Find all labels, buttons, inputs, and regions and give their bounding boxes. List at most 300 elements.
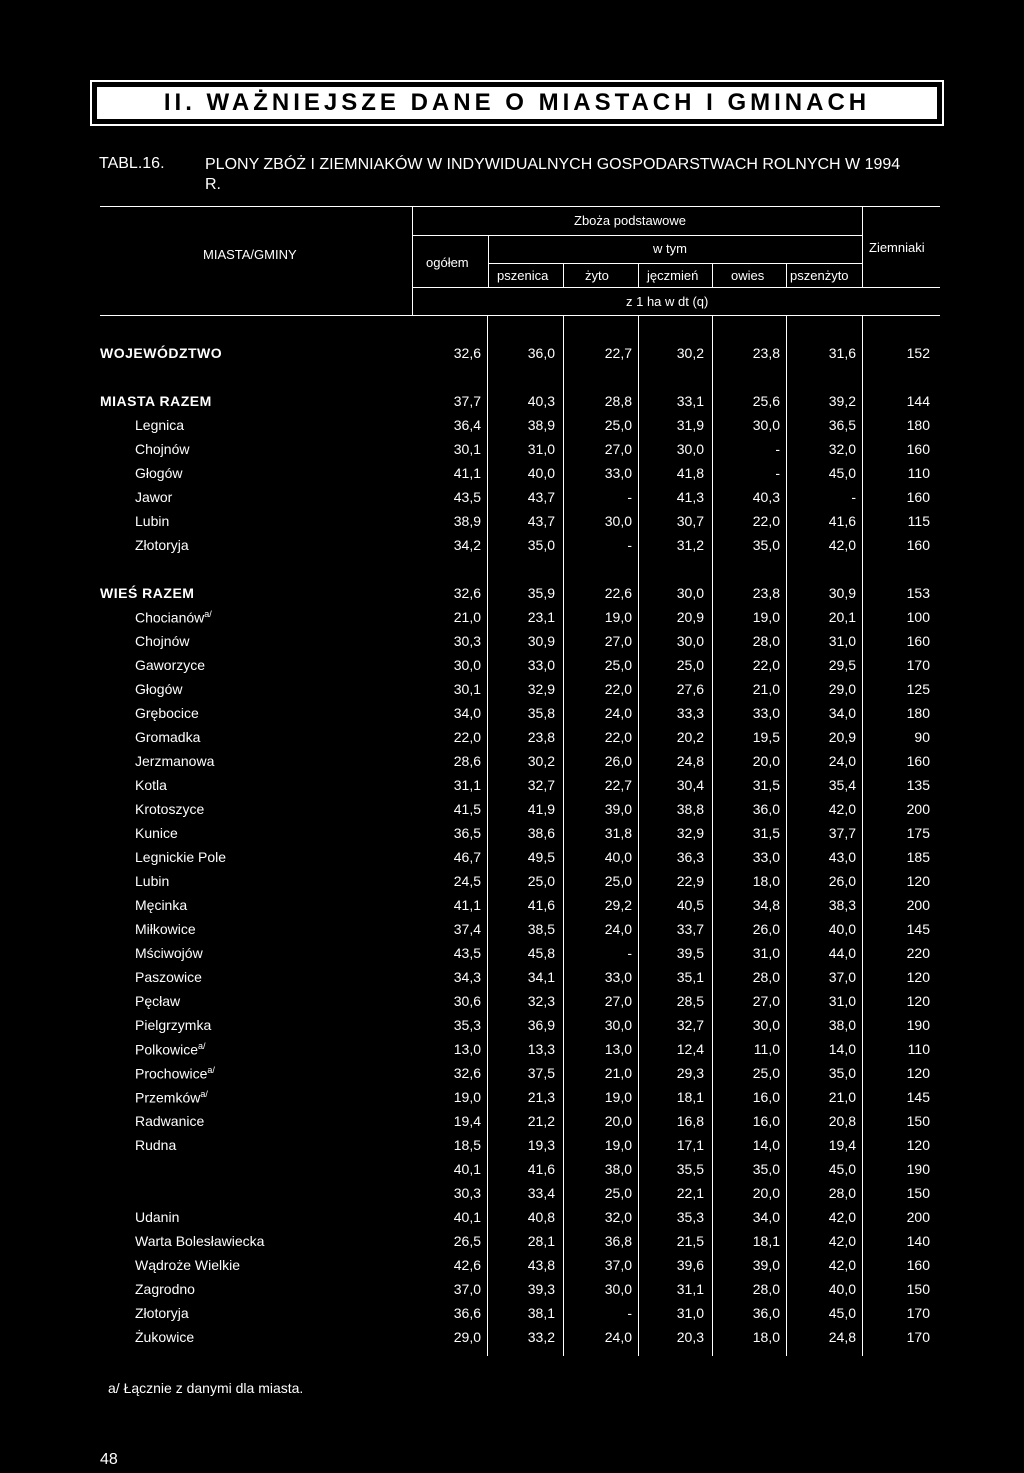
row-value: 13,0 [604,1041,632,1057]
row-value: 31,6 [828,345,856,361]
row-value: 115 [907,513,930,529]
table-row [0,1278,1024,1302]
row-value: 22,7 [604,777,632,793]
table-row [0,1182,1024,1206]
row-value: 33,3 [676,705,704,721]
row-value: 18,1 [676,1089,704,1105]
row-value: 27,0 [604,993,632,1009]
row-value: 24,8 [676,753,704,769]
header-rye: żyto [585,268,609,283]
row-value: 135 [906,777,930,793]
table-row [0,582,1024,606]
row-value: 38,0 [604,1161,632,1177]
row-value: 33,0 [604,969,632,985]
row-value: 30,1 [453,681,481,697]
page-number: 48 [100,1451,118,1468]
row-value: 20,2 [676,729,704,745]
row-value: 22,6 [604,585,632,601]
row-value: 33,0 [527,657,555,673]
row-value: 26,0 [828,873,856,889]
row-value: 160 [906,1257,930,1273]
footnote: a/ Łącznie z danymi dla miasta. [108,1380,304,1396]
row-value: 150 [906,1113,930,1129]
row-value: 26,0 [752,921,780,937]
row-value: 30,4 [676,777,704,793]
row-value: - [775,465,780,481]
table-row [0,1254,1024,1278]
row-value: 25,0 [752,1065,780,1081]
row-value: 23,8 [752,345,780,361]
row-value: 120 [906,1137,930,1153]
row-value: 30,2 [676,345,704,361]
row-value: 22,0 [604,729,632,745]
row-value: 20,9 [828,729,856,745]
row-value: 20,1 [828,609,856,625]
row-value: - [627,945,632,961]
row-value: - [627,1305,632,1321]
row-value: 25,0 [604,873,632,889]
row-name: Pęcław [135,993,181,1009]
row-value: 41,6 [527,1161,555,1177]
row-value: 34,3 [453,969,481,985]
header-divider-oats [712,263,713,287]
row-value: 21,3 [527,1089,555,1105]
row-value: 39,3 [527,1281,555,1297]
row-value: 24,0 [828,753,856,769]
header-oats: owies [731,268,765,283]
row-value: 35,8 [527,705,555,721]
table-number: TABL.16. [99,155,165,172]
row-name: Miłkowice [135,921,196,937]
row-value: 38,0 [828,1017,856,1033]
section-banner-text: II. WAŻNIEJSZE DANE O MIASTACH I GMINACH [163,89,871,116]
table-row [0,1086,1024,1110]
row-name: Żukowice [135,1329,195,1345]
row-value: 42,0 [828,801,856,817]
row-value: 20,3 [676,1329,704,1345]
row-value: 190 [906,1161,930,1177]
table-row [0,606,1024,630]
row-value: 42,6 [453,1257,481,1273]
footnote-marker: a/ [207,1065,215,1075]
row-value: 39,2 [828,393,856,409]
row-name: Mściwojów [135,945,203,961]
row-value: 35,5 [676,1161,704,1177]
row-name: Gromadka [135,729,201,745]
row-value: 22,0 [604,681,632,697]
row-name: Przemków$^{a/}$ [135,1089,208,1106]
row-value: 22,0 [453,729,481,745]
row-value: 150 [906,1185,930,1201]
row-name: Legnickie Pole [135,849,227,865]
row-value: 24,0 [604,921,632,937]
row-value: 19,4 [453,1113,481,1129]
row-value: 32,3 [527,993,555,1009]
row-value: 45,0 [828,1161,856,1177]
section-banner [90,80,944,126]
row-value: 30,3 [453,633,481,649]
row-name: Kotla [135,777,167,793]
row-value: 40,3 [527,393,555,409]
row-value: 41,1 [453,897,481,913]
row-value: 18,0 [752,873,780,889]
row-value: 31,0 [676,1305,704,1321]
row-value: 27,0 [604,633,632,649]
row-value: 110 [907,465,930,481]
row-value: 43,5 [453,489,481,505]
row-value: 200 [906,897,930,913]
row-value: 37,0 [604,1257,632,1273]
row-value: 30,3 [453,1185,481,1201]
header-subgroup: w tym [653,241,687,256]
row-value: 45,0 [828,1305,856,1321]
row-value: 33,1 [676,393,704,409]
row-value: 31,9 [676,417,704,433]
row-value: 160 [906,441,930,457]
row-value: 180 [906,417,930,433]
row-value: 120 [906,873,930,889]
row-value: 37,7 [453,393,481,409]
footnote-marker: a/ [204,609,212,619]
table-row [0,342,1024,366]
table-row [0,726,1024,750]
row-value: 40,8 [527,1209,555,1225]
row-value: 21,5 [676,1233,704,1249]
row-name: Wądroże Wielkie [135,1257,241,1273]
table-row [0,798,1024,822]
row-value: 40,1 [453,1209,481,1225]
row-value: 37,7 [828,825,856,841]
row-value: 40,3 [752,489,780,505]
header-divider-barley [638,263,639,287]
header-wheat: pszenica [497,268,549,283]
table-row [0,1014,1024,1038]
row-value: 36,0 [752,801,780,817]
row-value: 28,8 [604,393,632,409]
row-value: 31,0 [828,633,856,649]
row-value: 31,2 [676,537,704,553]
header-divider-rye [563,263,564,287]
row-value: 29,0 [453,1329,481,1345]
row-value: 41,1 [453,465,481,481]
row-value: 27,0 [604,441,632,457]
row-value: 36,3 [676,849,704,865]
row-name: Warta Bolesławiecka [135,1233,265,1249]
row-value: 22,0 [752,657,780,673]
header-unit: z 1 ha w dt (q) [626,294,709,309]
row-value: 39,5 [676,945,704,961]
row-value: 19,3 [527,1137,555,1153]
header-unit-rule [413,287,940,288]
row-value: 44,0 [828,945,856,961]
row-value: 30,6 [453,993,481,1009]
row-value: 40,0 [828,921,856,937]
row-value: 125 [906,681,930,697]
header-barley: jęczmień [647,268,699,283]
table-row [0,1206,1024,1230]
row-value: 38,5 [527,921,555,937]
table-row [0,1062,1024,1086]
row-name: Prochowice$^{a/}$ [135,1065,215,1082]
row-value: 160 [906,753,930,769]
row-value: 22,9 [676,873,704,889]
row-value: 38,8 [676,801,704,817]
row-name: Krotoszyce [135,801,205,817]
table-row [0,390,1024,414]
row-name: Chojnów [135,441,190,457]
row-value: 21,0 [828,1089,856,1105]
header-total: ogółem [426,255,469,270]
row-value: 46,7 [453,849,481,865]
row-value: 31,5 [752,777,780,793]
row-value: 30,7 [676,513,704,529]
row-value: 24,0 [604,705,632,721]
row-value: 27,6 [676,681,704,697]
row-value: 140 [906,1233,930,1249]
table-row [0,750,1024,774]
row-value: 23,8 [527,729,555,745]
row-value: 43,7 [527,489,555,505]
table-row [0,870,1024,894]
row-value: 14,0 [752,1137,780,1153]
table-row [0,774,1024,798]
row-value: 33,4 [527,1185,555,1201]
row-value: 160 [906,489,930,505]
table-row [0,1302,1024,1326]
row-value: 37,0 [828,969,856,985]
row-value: 32,6 [453,345,481,361]
row-value: 31,0 [752,945,780,961]
row-value: - [775,441,780,457]
row-value: 26,5 [453,1233,481,1249]
row-name: Polkowice$^{a/}$ [135,1041,206,1058]
row-value: 110 [907,1041,930,1057]
row-value: 42,0 [828,1233,856,1249]
row-value: 31,0 [828,993,856,1009]
row-value: 17,1 [676,1137,704,1153]
row-value: 37,5 [527,1065,555,1081]
row-value: 31,0 [527,441,555,457]
row-value: 37,4 [453,921,481,937]
header-top-rule [100,206,940,207]
row-value: 13,0 [453,1041,481,1057]
row-value: 41,6 [527,897,555,913]
row-value: 19,0 [752,609,780,625]
row-value: 34,2 [453,537,481,553]
row-value: - [627,489,632,505]
table-row [0,678,1024,702]
table-row [0,702,1024,726]
row-value: 34,0 [828,705,856,721]
row-name: Chocianów$^{a/}$ [135,609,212,626]
row-value: 170 [906,657,930,673]
row-value: 33,0 [752,705,780,721]
row-value: 30,9 [828,585,856,601]
row-value: 41,5 [453,801,481,817]
row-value: 29,0 [828,681,856,697]
row-value: 35,1 [676,969,704,985]
row-value: 18,5 [453,1137,481,1153]
header-divider-potatoes [862,206,863,287]
table-row [0,1326,1024,1350]
table-row [0,654,1024,678]
row-value: 35,0 [752,1161,780,1177]
row-name: Rudna [135,1137,177,1153]
row-value: 40,0 [527,465,555,481]
row-value: 28,0 [752,1281,780,1297]
row-value: 33,0 [604,465,632,481]
table-row [0,918,1024,942]
table-row [0,942,1024,966]
table-row [0,966,1024,990]
row-value: 33,7 [676,921,704,937]
row-value: 30,0 [676,633,704,649]
row-value: 19,0 [604,1089,632,1105]
header-divider-total [412,206,413,316]
row-value: 22,0 [752,513,780,529]
row-value: 20,0 [752,1185,780,1201]
row-value: 32,0 [604,1209,632,1225]
header-bottom-rule [100,315,940,316]
header-divider-triticale [786,263,787,287]
row-name: Jawor [135,489,173,505]
row-value: 16,0 [752,1113,780,1129]
row-value: 42,0 [828,1209,856,1225]
row-value: 38,3 [828,897,856,913]
row-value: 49,5 [527,849,555,865]
row-value: 35,3 [676,1209,704,1225]
row-value: 37,0 [453,1281,481,1297]
row-value: 160 [906,633,930,649]
row-value: 28,0 [752,633,780,649]
row-value: - [627,537,632,553]
row-value: 32,9 [676,825,704,841]
table-title: PLONY ZBÓŻ I ZIEMNIAKÓW W INDYWIDUALNYCH GOSPODARSTWACH ROLNYCH W 1994 R. [205,156,901,193]
table-row [0,462,1024,486]
row-value: 24,8 [828,1329,856,1345]
table-row [0,414,1024,438]
row-value: 40,0 [828,1281,856,1297]
row-value: 35,0 [828,1065,856,1081]
row-value: 36,0 [752,1305,780,1321]
row-name: Kunice [135,825,178,841]
row-value: 33,0 [752,849,780,865]
row-value: 39,0 [604,801,632,817]
footnote-marker: a/ [200,1089,208,1099]
row-name: Głogów [135,465,183,481]
row-name: Jerzmanowa [135,753,215,769]
row-value: 28,6 [453,753,481,769]
row-value: 20,0 [604,1113,632,1129]
table-row [0,1110,1024,1134]
row-name: Złotoryja [135,1305,189,1321]
footnote-marker: a/ [198,1041,206,1051]
row-value: 30,0 [453,657,481,673]
table-row [0,1134,1024,1158]
row-value: 38,1 [527,1305,555,1321]
row-value: 43,5 [453,945,481,961]
row-value: 30,0 [676,585,704,601]
row-value: 39,6 [676,1257,704,1273]
row-value: 40,1 [453,1161,481,1177]
row-value: 185 [906,849,930,865]
row-value: 32,6 [453,1065,481,1081]
table-row [0,822,1024,846]
row-value: 30,0 [752,1017,780,1033]
header-triticale: pszenżyto [790,268,849,283]
row-value: 30,2 [527,753,555,769]
row-value: 31,5 [752,825,780,841]
row-value: 30,0 [752,417,780,433]
row-value: 31,1 [676,1281,704,1297]
row-value: 170 [906,1329,930,1345]
row-value: 45,8 [527,945,555,961]
row-value: 24,0 [604,1329,632,1345]
row-value: 41,3 [676,489,704,505]
row-value: 150 [906,1281,930,1297]
row-value: 31,1 [453,777,481,793]
row-value: 120 [906,993,930,1009]
row-value: 24,5 [453,873,481,889]
table-row [0,894,1024,918]
row-name: WIEŚ RAZEM [100,585,195,601]
row-value: 170 [906,1305,930,1321]
table-row [0,510,1024,534]
row-name: Zagrodno [135,1281,195,1297]
row-value: 30,0 [604,1017,632,1033]
row-value: 32,9 [527,681,555,697]
row-value: 38,9 [527,417,555,433]
row-value: 40,5 [676,897,704,913]
row-value: 30,9 [527,633,555,649]
row-value: 152 [906,345,930,361]
row-value: 19,4 [828,1137,856,1153]
row-value: 38,6 [527,825,555,841]
row-name: Złotoryja [135,537,189,553]
row-name: Chojnów [135,633,190,649]
row-value: 35,4 [828,777,856,793]
row-value: 21,2 [527,1113,555,1129]
row-value: 41,9 [527,801,555,817]
row-value: 41,6 [828,513,856,529]
row-value: 43,8 [527,1257,555,1273]
row-value: 25,0 [676,657,704,673]
row-value: 27,0 [752,993,780,1009]
row-value: 21,0 [453,609,481,625]
row-value: 32,7 [676,1017,704,1033]
row-value: 175 [906,825,930,841]
row-value: 190 [906,1017,930,1033]
row-name: MIASTA RAZEM [100,393,212,409]
header-group: Zboża podstawowe [574,213,687,228]
row-value: 29,3 [676,1065,704,1081]
table-row [0,630,1024,654]
row-value: 26,0 [604,753,632,769]
row-value: 25,0 [604,1185,632,1201]
row-value: 18,1 [752,1233,780,1249]
row-value: 30,0 [676,441,704,457]
row-value: 28,0 [828,1185,856,1201]
row-value: 19,0 [453,1089,481,1105]
row-value: 100 [906,609,930,625]
row-name: Męcinka [135,897,188,913]
row-value: 36,5 [828,417,856,433]
row-value: 180 [906,705,930,721]
row-value: 14,0 [828,1041,856,1057]
row-value: 200 [906,1209,930,1225]
row-value: 23,8 [752,585,780,601]
row-value: 28,5 [676,993,704,1009]
